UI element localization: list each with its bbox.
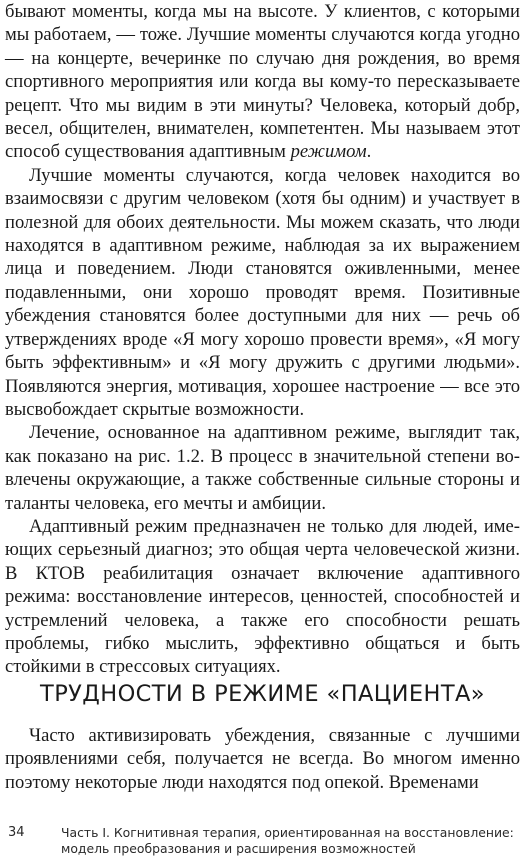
body-text-bottom bbox=[5, 724, 520, 794]
paragraph: Лечение, основанное на адаптивном режиме, выглядит так, как показано на рис. 1.2. В процесс в значительной степени вовлечены окружающие, а также собственные сильные стороны и таланты человека, его мечты и амбиции. bbox=[5, 422, 520, 514]
paragraph: Лучшие моменты случаются, когда человек находится во взаимосвязи с другим человеком (хотя бы одним) и участвует в полезной для обоих деятельности. Мы можем сказать, что люди находятся в адаптивном режиме, наблюдая за их выражением лица и поведением. Люди становятся оживленными, менее подавленными, они хорошо проводят время. Позитивные убеждения становятся более доступными для них — речь об утверждениях вроде «Я могу хорошо провести время», «Я могу быть эффективным» и «Я могу дружить с другими людьми». Появляются энергия, мотивация, хорошее настроение — все это высвобождает скрытые возможности. bbox=[5, 164, 520, 420]
paragraph-text-end: . bbox=[366, 141, 372, 163]
emphasis-term: режимом bbox=[290, 141, 367, 163]
running-head: Часть I. Когнитивная терапия, ориентированная на восстановление: модель преобразования и расширения возможностей bbox=[61, 825, 514, 856]
body-text-top bbox=[5, 0, 520, 679]
page-footer bbox=[5, 824, 520, 858]
section-heading: ТРУДНОСТИ В РЕЖИМЕ «ПАЦИЕНТА» bbox=[40, 681, 485, 707]
paragraph-text: бывают моменты, когда мы на высоте. У клиентов, с которыми мы работаем, — тоже. Лучшие моменты случаются когда угодно — на концерте, вечеринке по случаю дня рождения, во время спортивного мероприятия или когда вы кому-то пересказываете рецепт. Что мы видим в эти минуты? Человека, который добр, весел, общителен, внимателен, компетентен. Мы называем этот способ существования адаптивным bbox=[5, 1, 520, 163]
page-number: 34 bbox=[8, 825, 25, 840]
paragraph-continued bbox=[5, 0, 520, 164]
paragraph: Адаптивный режим предназначен не только для людей, имеющих серьезный диагноз; это общая черта человеческой жизни. В КТОВ реабилитация означает включение адаптивного режима: восстановление интересов, ценностей, способностей и устремлений человека, а также его способности решать проблемы, гибко мыслить, эффективно общаться и быть стойкими в стрессовых ситуациях. bbox=[5, 515, 520, 678]
paragraph: Часто активизировать убеждения, связанные с лучшими проявлениями себя, получается не всегда. Во многом именно поэтому некоторые люди находятся под опекой. Временами bbox=[5, 725, 520, 793]
